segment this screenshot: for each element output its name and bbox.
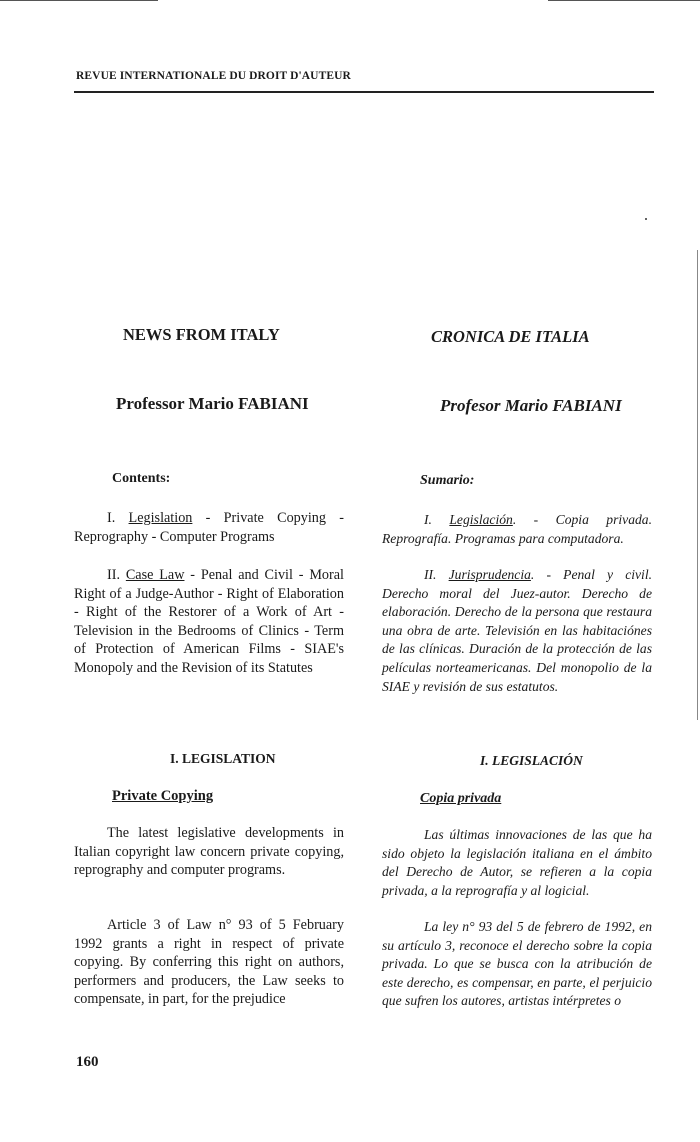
subsection-heading-spanish: Copia privada	[420, 791, 502, 806]
contents-item-case-law-spanish: II. Jurisprudencia. - Penal y civil. Derecho moral del Juez-autor. Derecho de elaboración. Derecho de la persona que restaura una obra de arte. Televisión en las habitaciónes de las clínicas. Duración de la protección de las películas norteamericanas. Del monopolio de la SIAE y revisión de sus estatutos.	[382, 567, 652, 694]
contents-heading: Contents:	[112, 471, 171, 486]
case-law-link[interactable]: Case Law	[125, 567, 185, 583]
contents-item-legislation-spanish: I. Legislación. - Copia privada. Reprografía. Programas para computadora.	[382, 512, 652, 546]
contents-item-legislation: I. Legislation - Private Copying - Reprography - Computer Programs	[74, 510, 344, 545]
running-head: REVUE INTERNATIONALE DU DROIT D'AUTEUR	[76, 70, 351, 82]
author-name-spanish: Profesor Mario FABIANI	[440, 396, 622, 415]
subsection-heading: Private Copying	[112, 788, 214, 804]
header-rule	[74, 91, 654, 93]
body-paragraph: The latest legislative developments in Italian copyright law concern private copying, reprography and computer programs.	[74, 825, 344, 879]
legislation-link[interactable]: Legislation	[128, 510, 193, 526]
author-name: Professor Mario FABIANI	[116, 394, 309, 413]
legislation-link-spanish[interactable]: Legislación	[449, 512, 513, 527]
scan-speck	[645, 218, 647, 220]
page-number: 160	[76, 1054, 99, 1070]
section-heading-spanish: I. LEGISLACIÓN	[480, 753, 583, 768]
body-paragraph: Article 3 of Law n° 93 of 5 February 1992 grants a right in respect of private copying. By conferring this right on authors, performers and producers, the Law seeks to compensate, in part, for the prejudice	[74, 917, 344, 1008]
article-title-spanish: CRONICA DE ITALIA	[431, 327, 590, 346]
scan-border-line	[0, 0, 158, 1]
scan-page-edge	[697, 250, 698, 720]
body-paragraph-spanish: La ley n° 93 del 5 de febrero de 1992, en su artículo 3, reconoce el derecho sobre la copia privada. Lo que se busca con la atribución de este derecho, es compensar, en parte, el perjuicio que sufren los autores, artistas intérpretes o	[382, 919, 652, 1009]
body-paragraph-spanish: Las últimas innovaciones de las que ha sido objeto la legislación italiana en el ámbito del Derecho de Autor, se refieren a la copia privada, a la reprografía y al logicial.	[382, 827, 652, 898]
scan-border-line	[548, 0, 700, 1]
article-title: NEWS FROM ITALY	[123, 325, 280, 344]
contents-heading-spanish: Sumario:	[420, 473, 475, 488]
contents-item-case-law: II. Case Law - Penal and Civil - Moral Right of a Judge-Author - Right of Elaboration - Right of the Restorer of a Work of Art - Television in the Bedrooms of Clinics - Term of Protection of American Films - SIAE's Monopoly and the Revision of its Statutes	[74, 567, 344, 676]
section-heading: I. LEGISLATION	[170, 751, 276, 766]
case-law-link-spanish[interactable]: Jurisprudencia	[448, 567, 531, 582]
